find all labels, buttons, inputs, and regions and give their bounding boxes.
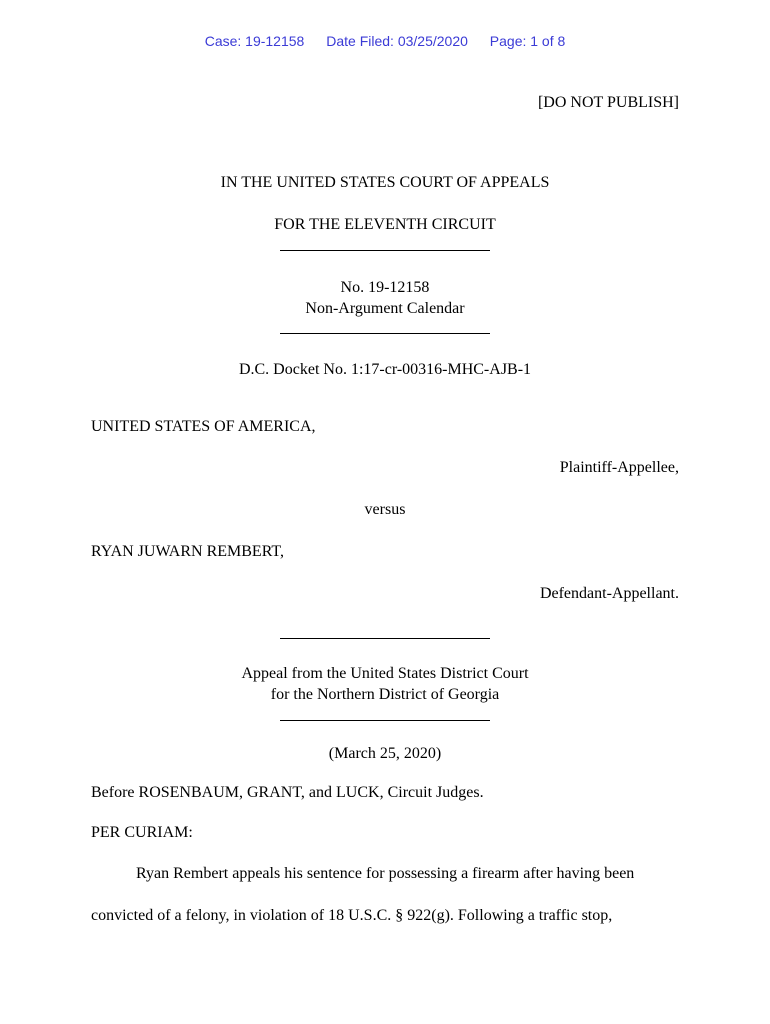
panel-judges: Before ROSENBAUM, GRANT, and LUCK, Circuit Judges. <box>91 784 484 801</box>
separator-rule <box>280 250 490 251</box>
per-curiam-heading: PER CURIAM: <box>91 824 193 841</box>
filing-stamp <box>0 33 770 49</box>
calendar-type: Non-Argument Calendar <box>305 300 465 317</box>
separator-rule <box>280 720 490 721</box>
case-number: No. 19-12158 <box>340 279 430 296</box>
publish-note: [DO NOT PUBLISH] <box>537 94 679 111</box>
plaintiff-role: Plaintiff-Appellee, <box>559 459 679 476</box>
separator-rule <box>280 333 490 334</box>
defendant-role: Defendant-Appellant. <box>539 585 679 602</box>
opinion-line-2: convicted of a felony, in violation of 18 U.S.C. § 922(g). Following a traffic stop, <box>91 907 613 924</box>
appeal-source-line2: for the Northern District of Georgia <box>270 686 500 703</box>
plaintiff-name: UNITED STATES OF AMERICA, <box>91 418 316 435</box>
appeal-source-line1: Appeal from the United States District Court <box>241 665 529 682</box>
date-filed-stamp: Date Filed: 03/25/2020 <box>326 33 468 49</box>
docket-number: D.C. Docket No. 1:17-cr-00316-MHC-AJB-1 <box>238 361 532 378</box>
versus-label: versus <box>364 501 406 518</box>
decision-date: (March 25, 2020) <box>328 745 442 762</box>
page-count-stamp: Page: 1 of 8 <box>489 33 566 49</box>
defendant-name: RYAN JUWARN REMBERT, <box>91 543 284 560</box>
case-number-stamp: Case: 19-12158 <box>204 33 305 49</box>
separator-rule <box>280 638 490 639</box>
court-name: IN THE UNITED STATES COURT OF APPEALS <box>220 174 550 191</box>
circuit-name: FOR THE ELEVENTH CIRCUIT <box>274 216 496 233</box>
opinion-line-1: Ryan Rembert appeals his sentence for possessing a firearm after having been <box>136 865 635 882</box>
